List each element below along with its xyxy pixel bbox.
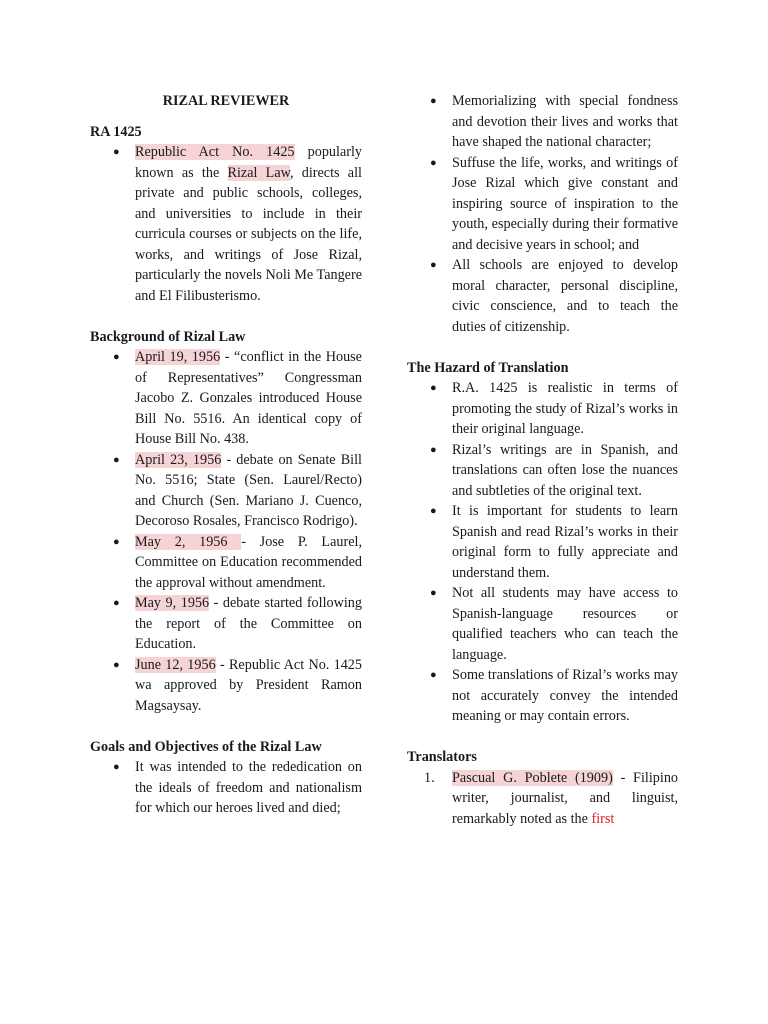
item-text: - Republic Act No. 1425 wa approved by President Ramon Magsaysay. <box>135 656 362 714</box>
list-item <box>90 593 362 655</box>
item-text: - debate started following the report of the Committee on Education. <box>135 595 362 652</box>
left-column <box>90 91 362 819</box>
hazard-heading: The Hazard of Translation <box>407 359 569 376</box>
item-text: Rizal’s writings are in Spanish, and translations can often lose the nuances and subtleties of the original text. <box>452 441 678 499</box>
right-column <box>407 91 678 829</box>
goals-list-continued <box>407 91 678 337</box>
item-text: R.A. 1425 is realistic in terms of promoting the study of Rizal’s works in their original language. <box>452 380 678 437</box>
highlight: Rizal Law <box>227 164 290 181</box>
list-item <box>90 347 362 450</box>
bullet-icon: ● <box>430 156 437 169</box>
translators-list <box>407 768 678 830</box>
date-highlight: April 19, 1956 <box>135 349 221 365</box>
bullet-icon: ● <box>113 535 120 548</box>
translators-heading: Translators <box>407 749 477 765</box>
goals-heading: Goals and Objectives of the Rizal Law <box>90 738 322 755</box>
item-text: Suffuse the life, works, and writings of Jose Rizal which give constant and inspiring source of inspiration to the youth, especially during their formative and decisive years in school; and <box>452 154 678 253</box>
list-item <box>407 501 678 583</box>
list-item <box>407 153 678 256</box>
document-title: RIZAL REVIEWER <box>162 93 290 109</box>
list-item <box>407 768 678 830</box>
list-item <box>90 450 362 532</box>
list-item <box>407 91 678 153</box>
list-item <box>90 532 362 594</box>
bullet-icon: ● <box>430 382 437 394</box>
list-number: 1. <box>424 769 435 786</box>
bullet-icon: ● <box>113 453 120 466</box>
ra-list <box>90 142 362 306</box>
background-heading: Background of Rizal Law <box>90 328 246 345</box>
list-item <box>407 378 678 440</box>
bullet-icon: ● <box>430 259 437 271</box>
list-item <box>407 255 678 337</box>
date-highlight: May 9, 1956 <box>135 595 210 611</box>
list-item <box>90 757 362 819</box>
item-text: popularly known as the <box>135 144 362 181</box>
translator-name-highlight: Pascual G. Poblete (1909) <box>452 769 613 786</box>
bullet-icon: ● <box>430 669 437 681</box>
item-text: - Jose P. Laurel, Committee on Education recommended the approval without amendment. <box>135 533 362 591</box>
list-item <box>90 655 362 717</box>
background-list <box>90 347 362 716</box>
goals-list <box>90 757 362 819</box>
item-text: All schools are enjoyed to develop moral character, personal discipline, civic conscience, and to teach the duties of citizenship. <box>452 257 678 335</box>
ra-heading: RA 1425 <box>90 123 142 140</box>
bullet-icon: ● <box>430 587 437 599</box>
bullet-icon: ● <box>113 351 120 363</box>
hazard-list <box>407 378 678 727</box>
list-item <box>407 583 678 665</box>
bullet-icon: ● <box>113 761 120 773</box>
item-text: Not all students may have access to Spanish-language resources or qualified teachers who can teach the language. <box>452 585 678 663</box>
item-text: It is important for students to learn Spanish and read Rizal’s works in their original form to fully appreciate and understand them. <box>452 503 678 581</box>
bullet-icon: ● <box>430 443 437 456</box>
bullet-icon: ● <box>430 505 437 517</box>
highlight: Republic Act No. 1425 <box>135 144 295 160</box>
list-item <box>90 142 362 306</box>
item-text: - “conflict in the House of Representatives” Congressman Jacobo Z. Gonzales introduced House Bill No. 5516. An identical copy of House Bill No. 438. <box>135 349 362 447</box>
date-highlight: May 2, 1956 <box>135 533 242 550</box>
item-text: Some translations of Rizal’s works may not accurately convey the intended meaning or may contain errors. <box>452 667 678 724</box>
bullet-icon: ● <box>430 95 437 107</box>
list-item <box>407 440 678 502</box>
red-text: first <box>591 810 615 827</box>
item-text: Memorializing with special fondness and devotion their lives and works that have shaped the national character; <box>452 93 678 150</box>
bullet-icon: ● <box>113 658 120 671</box>
date-highlight: April 23, 1956 <box>135 451 222 468</box>
item-text: - Filipino writer, journalist, and linguist, remarkably noted as the <box>452 769 679 827</box>
date-highlight: June 12, 1956 <box>135 656 216 673</box>
bullet-icon: ● <box>113 597 120 609</box>
item-text: , directs all private and public schools, colleges, and universities to include in their curricula courses or subjects on the life, works, and writings of Jose Rizal, particularly the novels Noli Me Tangere and El Filibusterismo. <box>135 164 362 304</box>
bullet-icon: ● <box>113 146 120 158</box>
item-text: - debate on Senate Bill No. 5516; State (Sen. Laurel/Recto) and Church (Sen. Mariano J. Cuenco, Decoroso Rosales, Francisco Rodrigo). <box>135 451 362 529</box>
list-item <box>407 665 678 727</box>
item-text: It was intended to the rededication on the ideals of freedom and nationalism for which our heroes lived and died; <box>135 759 362 816</box>
